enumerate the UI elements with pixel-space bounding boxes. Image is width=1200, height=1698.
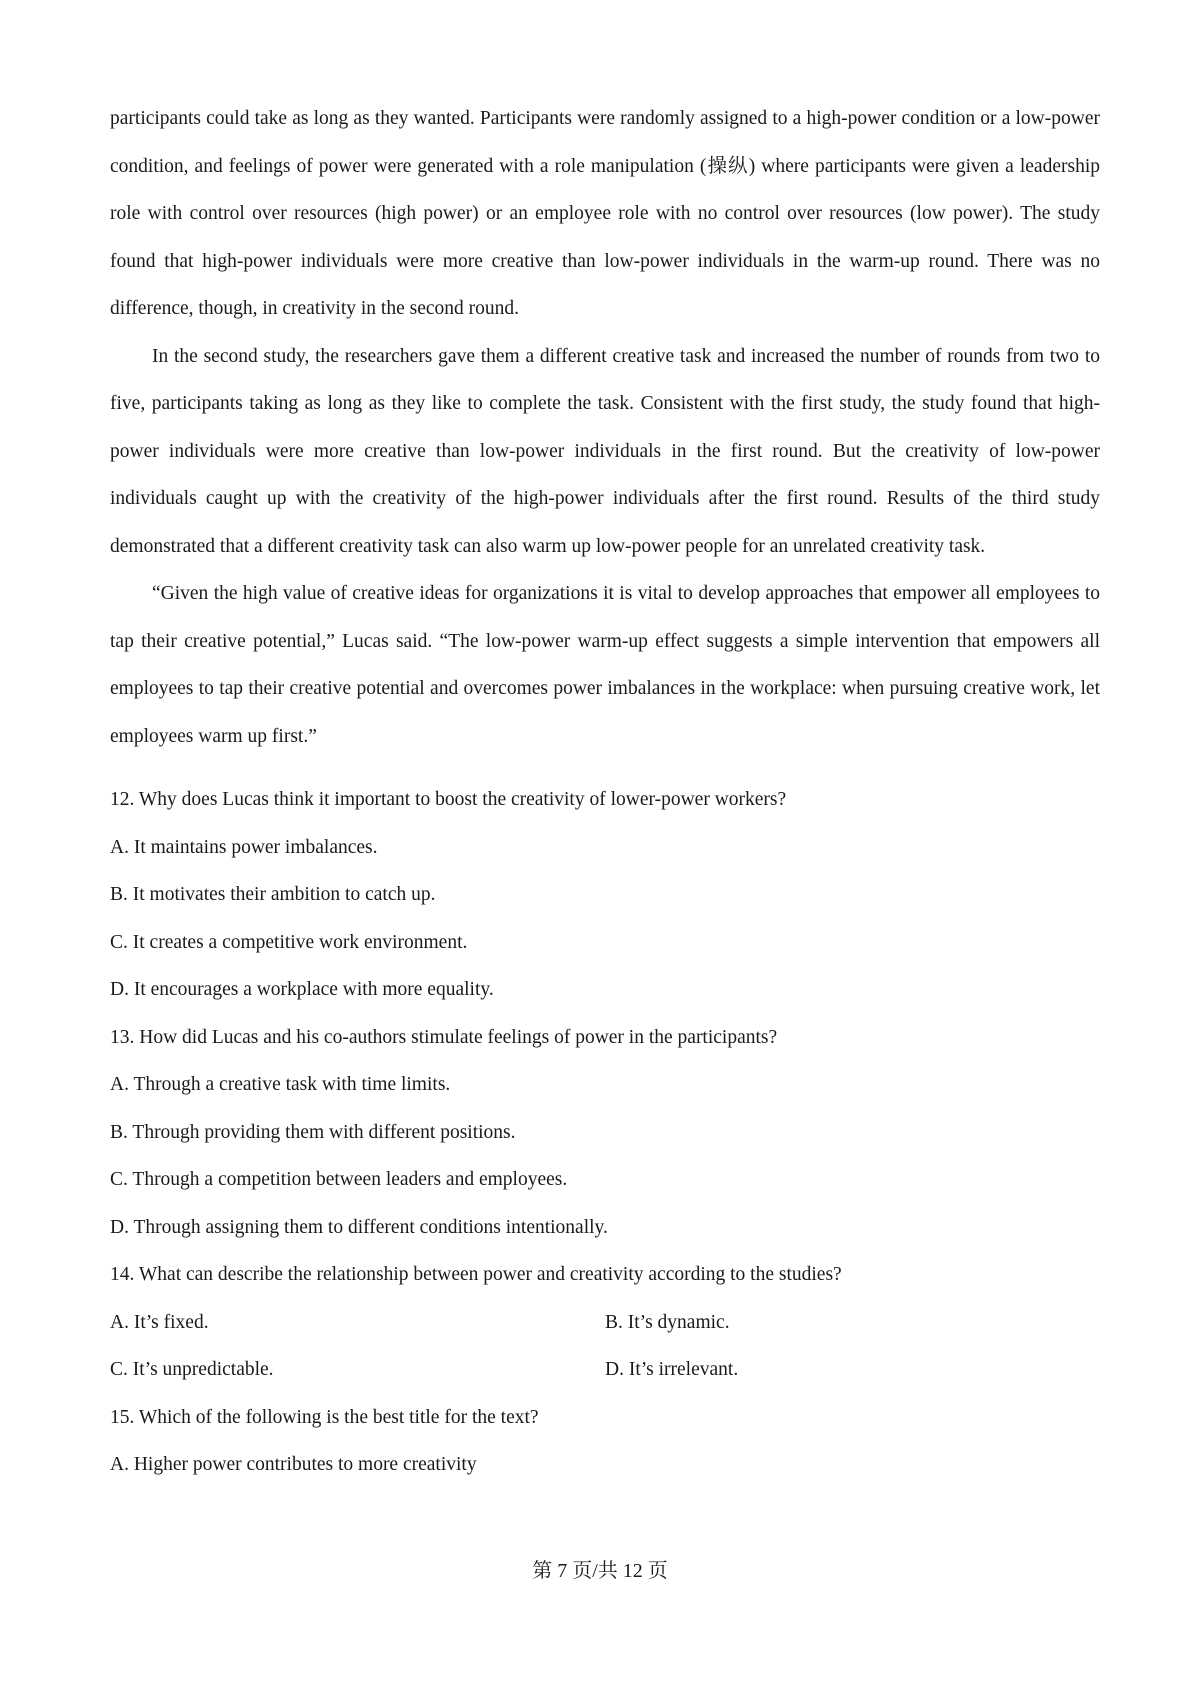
option-c: C. It’s unpredictable. (110, 1359, 274, 1380)
question-stem: 13. How did Lucas and his co-authors stimulate feelings of power in the participants? (110, 1026, 778, 1048)
page-number-footer: 第 7 页/共 12 页 (532, 1560, 668, 1582)
option-a: A. Higher power contributes to more creativity (110, 1454, 477, 1475)
option-c: C. Through a competition between leaders and employees. (110, 1169, 568, 1190)
option-d: D. It’s irrelevant. (605, 1359, 739, 1380)
option-c: C. It creates a competitive work environment. (110, 931, 468, 953)
option-b: B. It’s dynamic. (605, 1311, 730, 1333)
question-stem: 14. What can describe the relationship between power and creativity according to the studies? (110, 1264, 842, 1285)
passage-paragraph-3: “Given the high value of creative ideas for organizations it is vital to develop approaches that empower all employees to tap their creative potential,” Lucas said. “The low-power warm-up effect suggests a simple intervention that empowers all employees to tap their creative potential and overcomes power imbalances in the workplace: when pursuing creative work, let employees warm up first.” (110, 583, 1100, 747)
question-stem: 12. Why does Lucas think it important to boost the creativity of lower-power workers? (110, 789, 787, 810)
question-stem: 15. Which of the following is the best title for the text? (110, 1406, 539, 1428)
passage-paragraph-2: In the second study, the researchers gave them a different creative task and increased the number of rounds from two to five, participants taking as long as they like to complete the task. Consistent with the first study, the study found that high-power individuals were more creative than low-power individuals in the first round. But the creativity of low-power individuals caught up with the creativity of the high-power individuals after the first round. Results of the third study demonstrated that a different creativity task can also warm up low-power people for an unrelated creativity task. (110, 345, 1100, 557)
option-b: B. It motivates their ambition to catch up. (110, 884, 436, 905)
question-14 (110, 1251, 1100, 1394)
question-12 (110, 776, 1100, 1014)
question-13 (110, 1014, 1100, 1252)
option-a: A. It maintains power imbalances. (110, 836, 378, 858)
option-row (110, 1299, 1100, 1347)
option-d: D. Through assigning them to different conditions intentionally. (110, 1216, 608, 1238)
option-d: D. It encourages a workplace with more equality. (110, 979, 494, 1000)
option-row (110, 1346, 1100, 1394)
option-a: A. Through a creative task with time limits. (110, 1074, 451, 1095)
option-a: A. It’s fixed. (110, 1311, 209, 1333)
passage-paragraph-1: participants could take as long as they wanted. Participants were randomly assigned to a high-power condition or a low-power condition, and feelings of power were generated with a role manipulation (操纵) where participants were given a leadership role with control over resources (high power) or an employee role with no control over resources (low power). The study found that high-power individuals were more creative than low-power individuals in the warm-up round. There was no difference, though, in creativity in the second round. (110, 108, 1100, 319)
document-page (110, 95, 1100, 1489)
option-b: B. Through providing them with different positions. (110, 1121, 516, 1143)
question-15 (110, 1394, 1100, 1489)
